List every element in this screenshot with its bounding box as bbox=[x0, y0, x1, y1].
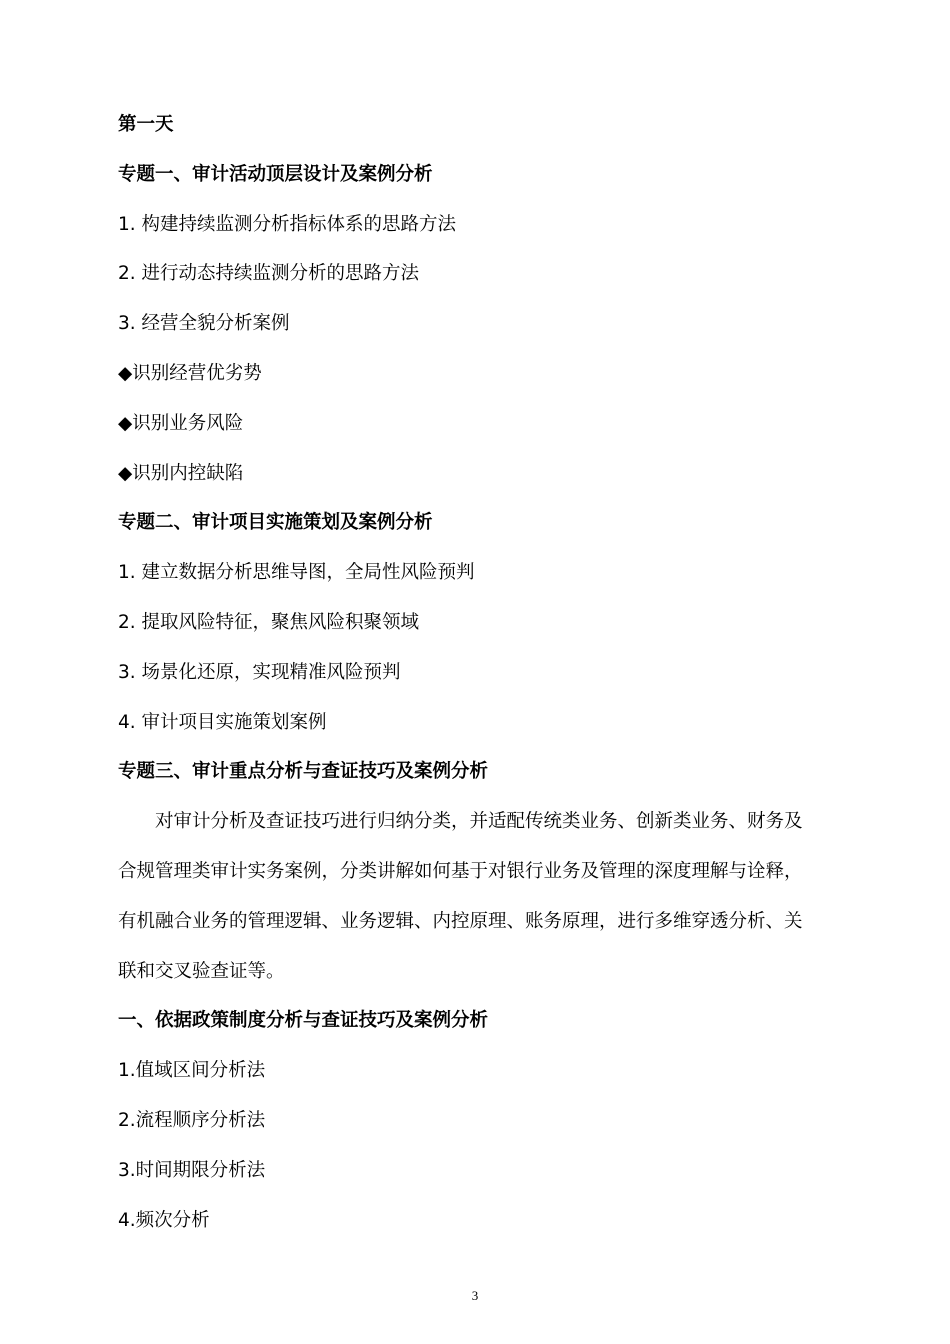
list-item: 1. 建立数据分析思维导图，全局性风险预判 bbox=[118, 562, 475, 584]
paragraph-line: 对审计分析及查证技巧进行归纳分类，并适配传统类业务、创新类业务、财务及 bbox=[155, 811, 803, 833]
paragraph-line: 合规管理类审计实务案例，分类讲解如何基于对银行业务及管理的深度理解与诠释， bbox=[118, 860, 803, 882]
list-item: 2. 提取风险特征，聚焦风险积聚领域 bbox=[118, 611, 420, 633]
bullet-item: ◆识别经营优劣势 bbox=[118, 362, 262, 384]
bullet-item: ◆识别业务风险 bbox=[118, 412, 244, 434]
topic-one-heading: 专题一、审计活动顶层设计及案例分析 bbox=[118, 163, 433, 185]
list-item: 4. 审计项目实施策划案例 bbox=[118, 711, 327, 733]
section-one-heading: 一、依据政策制度分析与查证技巧及案例分析 bbox=[118, 1010, 489, 1032]
paragraph-line: 有机融合业务的管理逻辑、业务逻辑、内控原理、账务原理，进行多维穿透分析、关 bbox=[118, 910, 803, 932]
list-item: 3. 场景化还原，实现精准风险预判 bbox=[118, 661, 401, 683]
page-number: 3 bbox=[471, 1288, 479, 1303]
day-heading: 第一天 bbox=[118, 114, 174, 135]
bullet-item: ◆识别内控缺陷 bbox=[118, 462, 244, 484]
topic-two-heading: 专题二、审计项目实施策划及案例分析 bbox=[118, 512, 433, 534]
list-item: 2. 进行动态持续监测分析的思路方法 bbox=[118, 263, 420, 285]
list-item: 3.时间期限分析法 bbox=[118, 1159, 266, 1181]
list-item: 1. 构建持续监测分析指标体系的思路方法 bbox=[118, 213, 457, 235]
list-item: 1.值域区间分析法 bbox=[118, 1060, 266, 1082]
document-body bbox=[118, 104, 832, 1249]
list-item: 3. 经营全貌分析案例 bbox=[118, 313, 290, 335]
list-item: 4.频次分析 bbox=[118, 1209, 210, 1231]
paragraph-line: 联和交叉验查证等。 bbox=[118, 960, 285, 982]
topic-three-heading: 专题三、审计重点分析与查证技巧及案例分析 bbox=[118, 761, 489, 783]
list-item: 2.流程顺序分析法 bbox=[118, 1109, 266, 1131]
